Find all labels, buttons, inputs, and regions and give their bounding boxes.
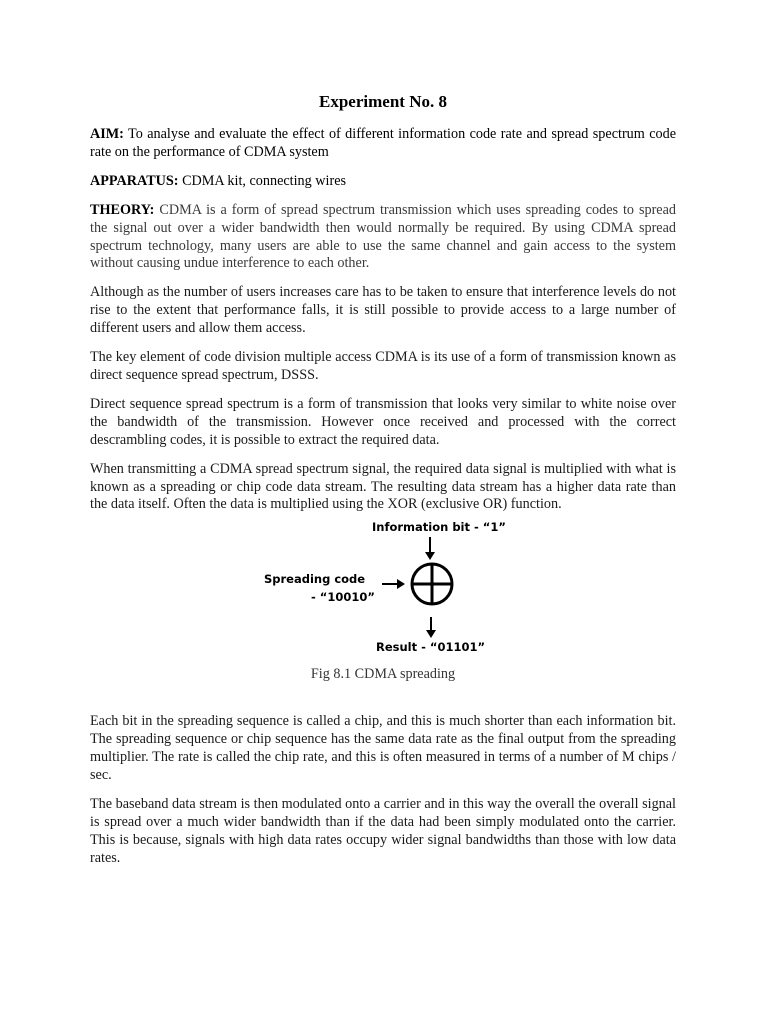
spreading-code-value: - “10010” <box>311 590 375 605</box>
spreading-arrow-icon <box>382 579 405 589</box>
result-label: Result - “01101” <box>376 640 486 655</box>
cdma-spreading-figure <box>90 520 676 656</box>
theory-text: CDMA is a form of spread spectrum transmission which uses spreading codes to spread the signal out over a wider bandwidth then would normally be required. By using CDMA spread spectrum technology, many users are able to use the same channel and gain access to the system without causing undue interference to each other. <box>90 201 676 272</box>
aim-text: To analyse and evaluate the effect of different information code rate and spread spectrum code rate on the performance of CDMA system <box>90 126 676 160</box>
info-arrow-icon <box>425 537 435 560</box>
body-paragraph-5: Each bit in the spreading sequence is called a chip, and this is much shorter than each information bit. The spreading sequence or chip sequence has the same data rate as the final output from the spreading multiplier. The rate is called the chip rate, and this is often measured in terms of a number of M chips / sec. <box>90 713 676 784</box>
page-title: Experiment No. 8 <box>319 92 447 111</box>
body-paragraph-6: The baseband data stream is then modulated onto a carrier and in this way the overall the overall signal is spread over a much wider bandwidth than if the data had been simply modulated onto the carrier. This is because, signals with high data rates occupy wider signal bandwidths than those with low data rates. <box>90 795 676 866</box>
theory-paragraph <box>90 202 676 274</box>
body-paragraph-2: The key element of code division multiple access CDMA is its use of a form of transmission known as direct sequence spread spectrum, DSSS. <box>90 349 676 383</box>
document-page <box>90 92 676 879</box>
aim-paragraph <box>90 126 676 162</box>
theory-label: THEORY: <box>90 201 155 218</box>
apparatus-paragraph <box>90 173 676 191</box>
body-paragraph-4: When transmitting a CDMA spread spectrum signal, the required data signal is multiplied with what is known as a spreading or chip code data stream. The resulting data stream has a higher data rate than the data itself. Often the data is multiplied using the XOR (exclusive OR) function. <box>90 460 676 513</box>
spreading-code-label: Spreading code <box>264 572 366 587</box>
result-arrow-icon <box>426 617 436 638</box>
xor-symbol-icon <box>412 564 452 604</box>
information-bit-label: Information bit - “1” <box>372 520 506 535</box>
body-paragraph-1: Although as the number of users increases care has to be taken to ensure that interference levels do not rise to the extent that performance falls, it is still possible to provide access to a large number of different users and allow them access. <box>90 284 676 337</box>
figure-caption: Fig 8.1 CDMA spreading <box>310 666 456 683</box>
apparatus-label: APPARATUS: <box>90 172 179 189</box>
apparatus-text: CDMA kit, connecting wires <box>178 172 347 189</box>
cdma-spreading-diagram <box>90 520 676 656</box>
aim-label: AIM: <box>90 126 124 142</box>
body-paragraph-3: Direct sequence spread spectrum is a form of transmission that looks very similar to white noise over the bandwidth of the transmission. However once received and processed with the correct descrambling codes, it is possible to extract the required data. <box>90 395 676 448</box>
